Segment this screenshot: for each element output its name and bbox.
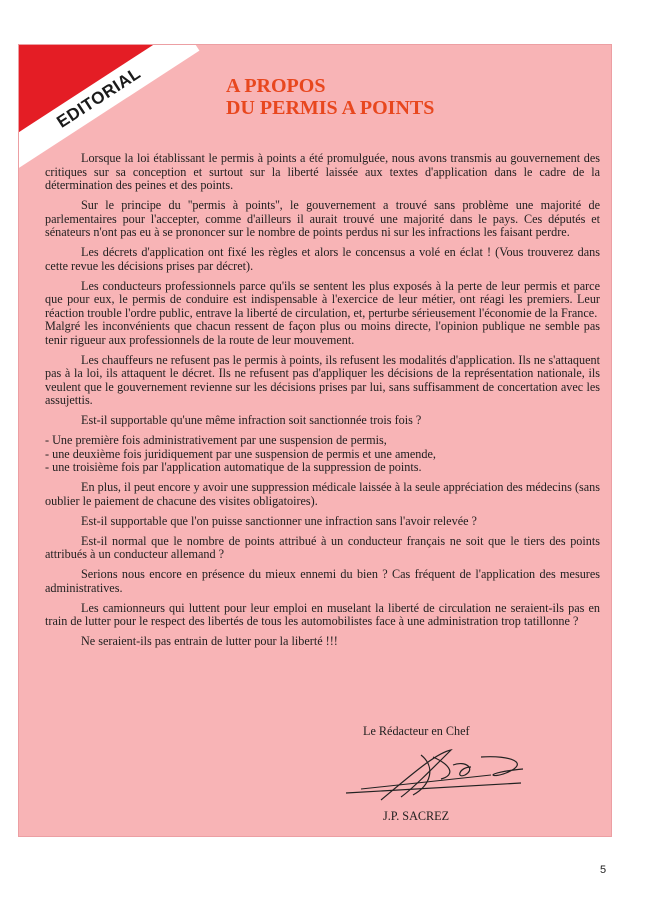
title-line-2: DU PERMIS A POINTS bbox=[226, 97, 435, 119]
editorial-panel bbox=[18, 44, 612, 837]
list-item: - une deuxième fois juridiquement par une suspension de permis et une amende, bbox=[45, 446, 436, 461]
signoff-role: Le Rédacteur en Chef bbox=[363, 724, 470, 738]
paragraph: Serions nous encore en présence du mieux ennemi du bien ? Cas fréquent de l'application des mesures administratives. bbox=[45, 567, 600, 595]
paragraph: Malgré les inconvénients que chacun ressent de façon plus ou moins directe, l'opinion publique ne semble pas tenir rigueur aux professionnels de la route de leur mouvement. bbox=[45, 319, 600, 347]
paragraph: En plus, il peut encore y avoir une suppression médicale laissée à la seule appréciation des médecins (sans oublier le paiement de chacune des visites obligatoires). bbox=[45, 480, 600, 508]
list-item: - Une première fois administrativement par une suspension de permis, bbox=[45, 433, 387, 447]
page-number: 5 bbox=[600, 864, 607, 876]
paragraph: Est-il supportable que l'on puisse sanctionner une infraction sans l'avoir relevée ? bbox=[81, 513, 477, 528]
paragraph: Les camionneurs qui luttent pour leur emploi en muselant la liberté de circulation ne seraient-ils pas en train de lutter pour le respect des libertés de tous les automobilistes face à une administration trop tatillonne ? bbox=[45, 600, 600, 628]
signoff-name: J.P. SACREZ bbox=[383, 809, 450, 823]
editorial-label: EDITORIAL bbox=[53, 63, 145, 132]
article-body bbox=[45, 152, 600, 655]
paragraph: Les décrets d'application ont fixé les règles et alors le concensus a volé en éclat ! (Vous trouverez dans cette revue les décisions prises par décret). bbox=[45, 245, 600, 273]
signature-image bbox=[341, 745, 531, 805]
paragraph: Les conducteurs professionnels parce qu'ils se sentent les plus exposés à la perte de leur permis et parce que pour eux, le permis de conduire est indispensable à l'exercice de leur métier, ont réagi les premiers. Leur réaction trouble l'ordre public, entrave la liberté de circulation, et, perturbe sérieusement l'économie de la France. bbox=[45, 278, 600, 320]
paragraph: Est-il supportable qu'une même infraction soit sanctionnée trois fois ? bbox=[81, 413, 422, 427]
list-item: - une troisième fois par l'application automatique de la suppression de points. bbox=[45, 460, 422, 474]
paragraph: Les chauffeurs ne refusent pas le permis à points, ils refusent les modalités d'application. Ils ne s'attaquent pas à la loi, ils attaquent le décret. Ils ne refusent pas d'appliquer les décisions de la représentation nationale, ils veulent que le gouvernement revienne sur les décisions prises par lui, sans suffisamment de concertation avec les assujettis. bbox=[45, 352, 600, 407]
paragraph: Est-il normal que le nombre de points attribué à un conducteur français ne soit que le tiers des points attribués à un conducteur allemand ? bbox=[45, 533, 600, 561]
bullet-list bbox=[45, 434, 600, 475]
title-line-1: A PROPOS bbox=[226, 75, 326, 97]
paragraph: Sur le principe du ''permis à points'', le gouvernement a trouvé sans problème une majorité de parlementaires pour l'accepter, comme d'ailleurs il aurait trouvé une majorité dans le pays. Ces députés et sénateurs n'ont pas eu à se prononcer sur le nombre de points perdus ni sur les infractions les faisant perdre. bbox=[45, 198, 600, 239]
paragraph: Lorsque la loi établissant le permis à points a été promulguée, nous avons transmis au gouvernement des critiques sur sa conception et surtout sur la liberté laissée aux textes d'application dans le cadre de la détermination des peines et des points. bbox=[45, 151, 600, 192]
article-title bbox=[226, 75, 434, 119]
paragraph: Ne seraient-ils pas entrain de lutter pour la liberté !!! bbox=[81, 634, 338, 648]
